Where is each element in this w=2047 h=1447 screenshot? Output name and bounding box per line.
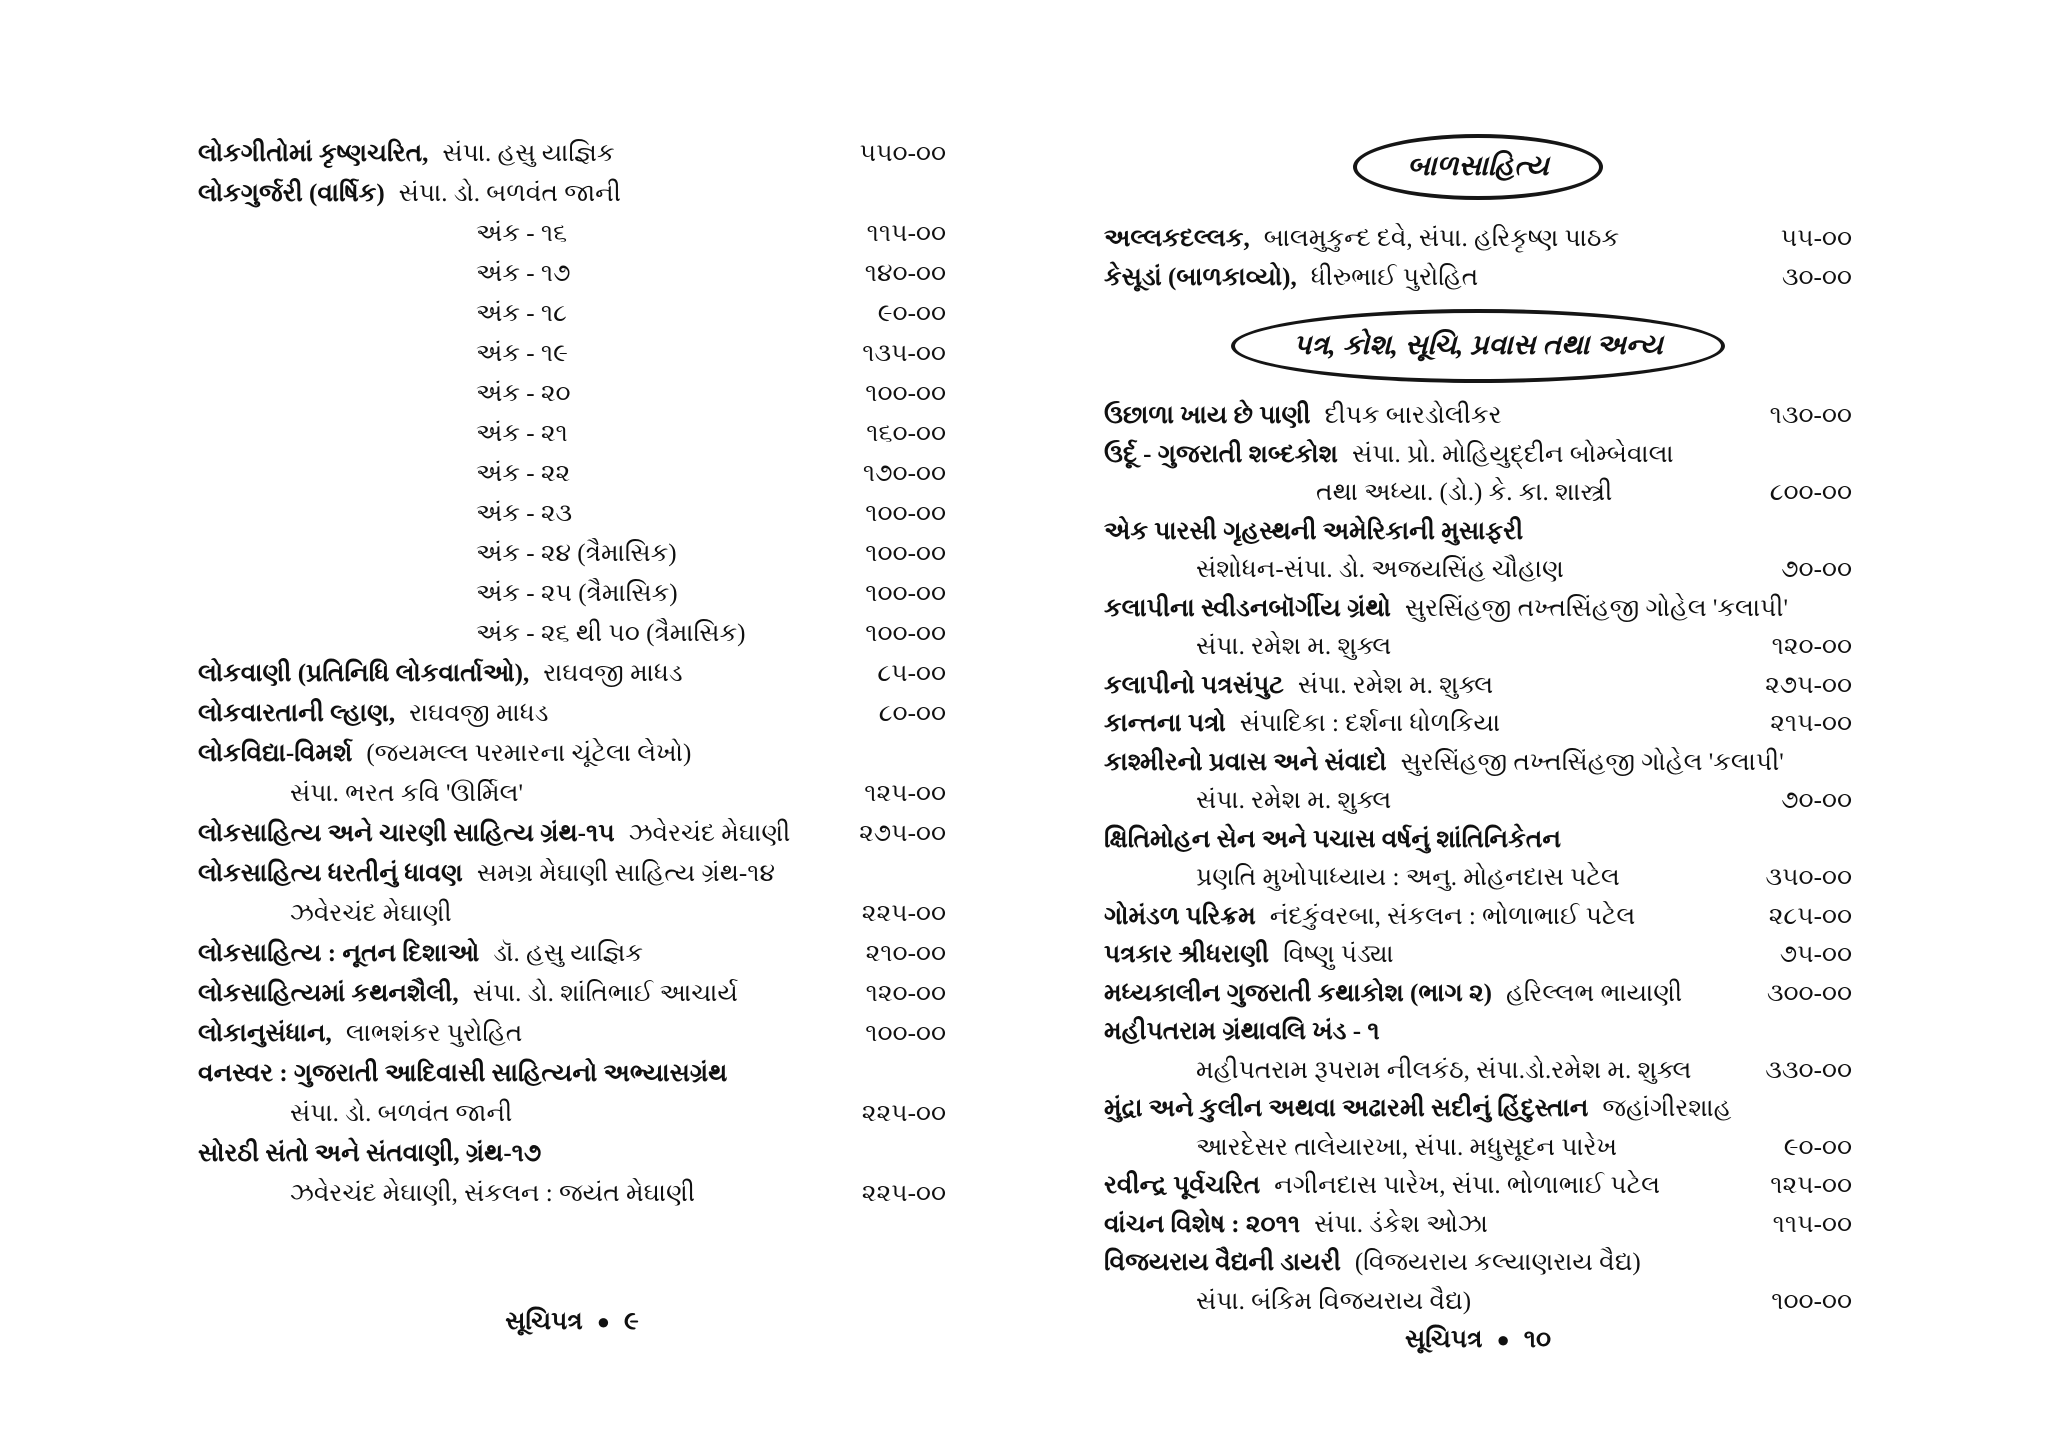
book-authors: નગીનદાસ પારેખ, સંપા. ભોળાભાઈ પટેલ [1274,1172,1661,1199]
book-authors: જહાંગીરશાહ [1602,1095,1732,1122]
catalog-entry [1104,259,1852,298]
page-number: ૯ [624,1308,639,1335]
book-authors: સંપા. પ્રો. મોહિયુદ્દીન બોમ્બેવાલા [1351,440,1674,468]
catalog-entry [1104,1244,1852,1283]
price: ૧૭૦-૦૦ [862,460,946,487]
price: ૧૨૫-૦૦ [1770,1172,1852,1199]
book-authors: સંપા. ડો. શાંતિભાઈ આચાર્ય [472,980,738,1007]
catalog-entry [1104,1206,1852,1245]
book-title: લોકસાહિત્યમાં કથનશૈલી, [198,980,459,1007]
price: ૧૧૫-૦૦ [866,220,946,247]
page-footer-left [198,1302,946,1342]
book-authors: તથા અધ્યા. (ડો.) કે. કા. શાસ્ત્રી [1316,479,1613,506]
catalog-entry [198,894,946,934]
catalog-entry [1104,1283,1852,1322]
book-list-right-misc [1104,397,1852,1321]
book-authors: રાઘવજી માધડ [409,700,549,727]
price: ૯૦-૦૦ [877,300,946,327]
catalog-entry [198,454,946,494]
book-authors: સંપા. બંકિમ વિજયરાય વૈદ્ય) [1196,1287,1472,1315]
catalog-entry [198,614,946,654]
catalog-entry [198,334,946,374]
price: ૮૫-૦૦ [877,660,946,687]
price: ૮૦૦-૦૦ [1769,479,1852,506]
price: ૧૨૫-૦૦ [864,780,946,807]
book-title: લોકગીતોમાં કૃષ્ણચરિત, [198,140,429,167]
catalog-entry [1104,821,1852,860]
footer-bullet-icon: ● [1496,1327,1510,1352]
book-authors: સંપા. ડો. બળવંત જાની [398,180,621,207]
catalog-entry [198,174,946,214]
price: ૧૦૦-૦૦ [1771,1287,1852,1315]
book-title: વાંચન વિશેષ : ૨૦૧૧ [1104,1210,1301,1238]
catalog-entry [1104,782,1852,821]
catalog-entry [1104,513,1852,552]
price: ૧૨૦-૦૦ [1771,633,1852,660]
catalog-entry [198,1094,946,1134]
section-heading: બાળસાહિત્ય [1407,151,1549,182]
book-title: ઉછાળા ખાય છે પાણી [1104,402,1311,429]
book-title: મહીપતરામ ગ્રંથાવલિ ખંડ - ૧ [1104,1018,1380,1045]
catalog-entry [198,774,946,814]
book-title: લોકવિદ્યા-વિમર્શ [198,740,353,767]
price: ૧૪૦-૦૦ [864,260,946,287]
catalog-entry [198,1014,946,1054]
book-title: કલાપીનો પત્રસંપુટ [1104,671,1284,699]
book-authors: સંપા. રમેશ મ. શુક્લ [1196,787,1392,814]
price: ૨૨૫-૦૦ [861,1180,946,1207]
price: ૧૦૦-૦૦ [865,1020,946,1047]
book-authors: (વિજયરાય કલ્યાણરાય વૈદ્ય) [1354,1249,1641,1276]
price: ૩૩૦-૦૦ [1765,1056,1852,1084]
book-title: સોરઠી સંતો અને સંતવાણી, ગ્રંથ-૧૭ [198,1140,542,1167]
catalog-entry [1104,474,1852,513]
book-title: કલાપીના સ્વીડનબૉર્ગીય ગ્રંથો [1104,594,1391,622]
catalog-entry [1104,436,1852,475]
catalog-entry [1104,936,1852,975]
book-authors: સુરસિંહજી તખ્તસિંહજી ગોહેલ 'કલાપી' [1404,594,1788,622]
book-title: ક્ષિતિમોહન સેન અને પચાસ વર્ષનું શાંતિનિકેતન [1104,825,1561,853]
price: ૭૦-૦૦ [1781,556,1852,583]
price: ૧૩૫-૦૦ [862,340,946,367]
book-title: કાશ્મીરનો પ્રવાસ અને સંવાદો [1104,748,1387,776]
catalog-entry [1104,705,1852,744]
price: ૩૫૦-૦૦ [1765,864,1852,891]
book-title: લોકગુર્જરી (વાર્ષિક) [198,180,385,207]
price: ૧૬૦-૦૦ [866,420,946,447]
catalog-entry [198,934,946,974]
book-authors: સંપાદિકા : દર્શના ધોળકિયા [1239,710,1501,737]
catalog-entry [1104,859,1852,898]
book-authors: સંપા. રમેશ મ. શુક્લ [1297,671,1494,699]
price: ૧૧૫-૦૦ [1772,1210,1852,1238]
book-title: એક પારસી ગૃહસ્થની અમેરિકાની મુસાફરી [1104,517,1524,545]
catalog-entry [1104,628,1852,667]
catalog-entry [1104,397,1852,436]
book-authors: સંપા. ડો. બળવંત જાની [290,1100,513,1127]
book-authors: સંપા. ડંકેશ ઓઝા [1314,1210,1488,1238]
section-heading-oval [1353,134,1603,200]
catalog-entry [198,294,946,334]
price: ૨૧૦-૦૦ [865,940,946,967]
book-list-right-children [1104,220,1852,297]
book-authors: અંક - ૨૬ થી ૫૦ (ત્રૈમાસિક) [476,620,746,647]
price: ૧૦૦-૦૦ [865,580,946,607]
catalog-entry [198,374,946,414]
footer-label: સૂચિપત્ર [1404,1326,1483,1353]
price: ૧૦૦-૦૦ [865,620,946,647]
book-title: લોકસાહિત્ય અને ચારણી સાહિત્ય ગ્રંથ-૧૫ [198,820,615,847]
book-title: ઉર્દૂ - ગુજરાતી શબ્દકોશ [1104,440,1338,468]
price: ૨૮૫-૦૦ [1768,902,1852,930]
catalog-entry [1104,1090,1852,1129]
book-title: લોકવારતાની લ્હાણ, [198,700,396,727]
book-authors: સુરસિંહજી તખ્તસિંહજી ગોહેલ 'કલાપી' [1400,748,1784,776]
catalog-entry [198,494,946,534]
catalog-entry [1104,898,1852,937]
book-title: કાન્તના પત્રો [1104,710,1226,737]
book-title: મધ્યકાલીન ગુજરાતી કથાકોશ (ભાગ ૨) [1104,979,1492,1007]
book-list-left [198,134,946,1214]
book-title: ગોમંડળ પરિક્રમ [1104,902,1256,930]
page-footer-right [1104,1320,1852,1360]
section-heading-oval [1231,309,1725,383]
price: ૧૦૦-૦૦ [865,500,946,527]
footer-bullet-icon: ● [596,1309,610,1334]
catalog-entry [1104,220,1852,259]
book-authors: વિષ્ણુ પંડ્યા [1283,941,1394,968]
catalog-entry [198,854,946,894]
catalog-entry [198,214,946,254]
footer-label: સૂચિપત્ર [505,1308,583,1335]
book-title: કેસૂડાં (બાળકાવ્યો), [1104,263,1297,291]
catalog-entry [198,534,946,574]
book-authors: લાભશંકર પુરોહિત [345,1020,523,1047]
price: ૩૦-૦૦ [1781,263,1852,291]
book-authors: અંક - ૧૯ [476,340,568,367]
page-number: ૧૦ [1523,1326,1552,1353]
book-title: પત્રકાર શ્રીધરાણી [1104,941,1270,968]
book-authors: હરિલ્લભ ભાયાણી [1505,979,1683,1007]
book-authors: અંક - ૧૬ [476,220,568,247]
book-authors: અંક - ૧૮ [476,300,567,327]
page-left [198,128,946,1214]
book-title: લોકસાહિત્ય ધરતીનું ધાવણ [198,860,463,887]
catalog-entry [1104,1129,1852,1168]
book-authors: અંક - ૨૧ [476,420,568,447]
price: ૨૨૫-૦૦ [861,1100,946,1127]
catalog-entry [198,134,946,174]
book-authors: અંક - ૨૫ (ત્રૈમાસિક) [476,580,678,607]
catalog-entry [1104,551,1852,590]
catalog-entry [198,254,946,294]
book-authors: અંક - ૨૪ (ત્રૈમાસિક) [476,540,677,567]
book-title: વનસ્વર : ગુજરાતી આદિવાસી સાહિત્યનો અભ્યાસગ્રંથ [198,1060,728,1087]
catalog-entry [198,414,946,454]
book-authors: સમગ્ર મેઘાણી સાહિત્ય ગ્રંથ-૧૪ [476,860,775,887]
book-authors: સંપા. રમેશ મ. શુક્લ [1196,633,1392,660]
catalog-entry [1104,975,1852,1014]
catalog-entry [198,974,946,1014]
book-authors: આરદેસર તાલેયારખા, સંપા. મધુસૂદન પારેખ [1196,1133,1618,1161]
price: ૨૨૫-૦૦ [861,900,946,927]
price: ૩૦૦-૦૦ [1766,979,1852,1007]
catalog-entry [198,574,946,614]
catalog-entry [1104,1167,1852,1206]
catalog-entry [198,1174,946,1214]
catalog-entry [1104,744,1852,783]
book-title: અલ્લકદલ્લક, [1104,225,1250,252]
book-authors: સંપા. હસુ યાજ્ઞિક [442,140,615,167]
price: ૧૨૦-૦૦ [865,980,946,1007]
price: ૨૭૫-૦૦ [1765,671,1852,699]
price: ૯૦-૦૦ [1783,1133,1852,1161]
price: ૨૭૫-૦૦ [859,820,946,847]
catalog-entry [1104,667,1852,706]
book-authors: ઝવેરચંદ મેઘાણી, સંકલન : જયંત મેઘાણી [290,1180,695,1207]
book-authors: ધીરુભાઈ પુરોહિત [1310,263,1479,291]
book-authors: અંક - ૨૨ [476,460,571,487]
catalog-entry [198,814,946,854]
catalog-entry [1104,1052,1852,1091]
price: ૫૫૦-૦૦ [859,140,946,167]
section-heading: પત્ર, કોશ, સૂચિ, પ્રવાસ તથા અન્ય [1293,330,1663,361]
book-authors: ઝવેરચંદ મેઘાણી [628,820,791,847]
book-authors: રાઘવજી માધડ [543,660,683,687]
catalog-entry [198,654,946,694]
price: ૧૩૦-૦૦ [1769,402,1852,429]
book-authors: અંક - ૧૭ [476,260,571,287]
price: ૧૦૦-૦૦ [865,540,946,567]
book-title: મુંદ્રા અને કુલીન અથવા અઢારમી સદીનું હિંદુસ્તાન [1104,1095,1589,1122]
book-title: વિજયરાય વૈદ્યની ડાયરી [1104,1249,1341,1276]
catalog-entry [198,1054,946,1094]
book-authors: બાલમુકુન્દ દવે, સંપા. હરિકૃષ્ણ પાઠક [1263,225,1620,252]
book-title: લોકસાહિત્ય : નૂતન દિશાઓ [198,940,480,967]
price: ૨૧૫-૦૦ [1770,710,1852,737]
price: ૧૦૦-૦૦ [865,380,946,407]
book-title: રવીન્દ્ર પૂર્વચરિત [1104,1172,1261,1199]
book-authors: દીપક બારડોલીકર [1324,402,1502,429]
book-title: લોકાનુસંધાન, [198,1020,332,1047]
book-authors: મહીપતરામ રૂપરામ નીલકંઠ, સંપા.ડો.રમેશ મ. શુક્લ [1196,1056,1692,1084]
catalog-entry [198,1134,946,1174]
catalog-entry [1104,590,1852,629]
book-authors: પ્રણતિ મુખોપાધ્યાય : અનુ. મોહનદાસ પટેલ [1196,864,1620,891]
book-title: લોકવાણી (પ્રતિનિધિ લોકવાર્તાઓ), [198,660,530,687]
price: ૭૫-૦૦ [1779,941,1852,968]
catalog-entry [1104,1013,1852,1052]
book-authors: નંદકુંવરબા, સંકલન : ભોળાભાઈ પટેલ [1269,902,1636,930]
page-right [1104,128,1852,1321]
book-authors: સંશોધન-સંપા. ડો. અજયસિંહ ચૌહાણ [1196,556,1564,583]
catalog-entry [198,694,946,734]
price: ૮૦-૦૦ [878,700,946,727]
book-authors: ડૉ. હસુ યાજ્ઞિક [493,940,643,967]
book-authors: ઝવેરચંદ મેઘાણી [290,900,452,927]
price: ૭૦-૦૦ [1781,787,1852,814]
book-authors: સંપા. ભરત કવિ 'ઊર્મિલ' [290,780,524,807]
book-authors: (જયમલ્લ પરમારના ચૂંટેલા લેખો) [366,740,692,767]
price: ૫૫-૦૦ [1780,225,1852,252]
book-authors: અંક - ૨૦ [476,380,571,407]
book-authors: અંક - ૨૩ [476,500,573,527]
catalog-entry [198,734,946,774]
